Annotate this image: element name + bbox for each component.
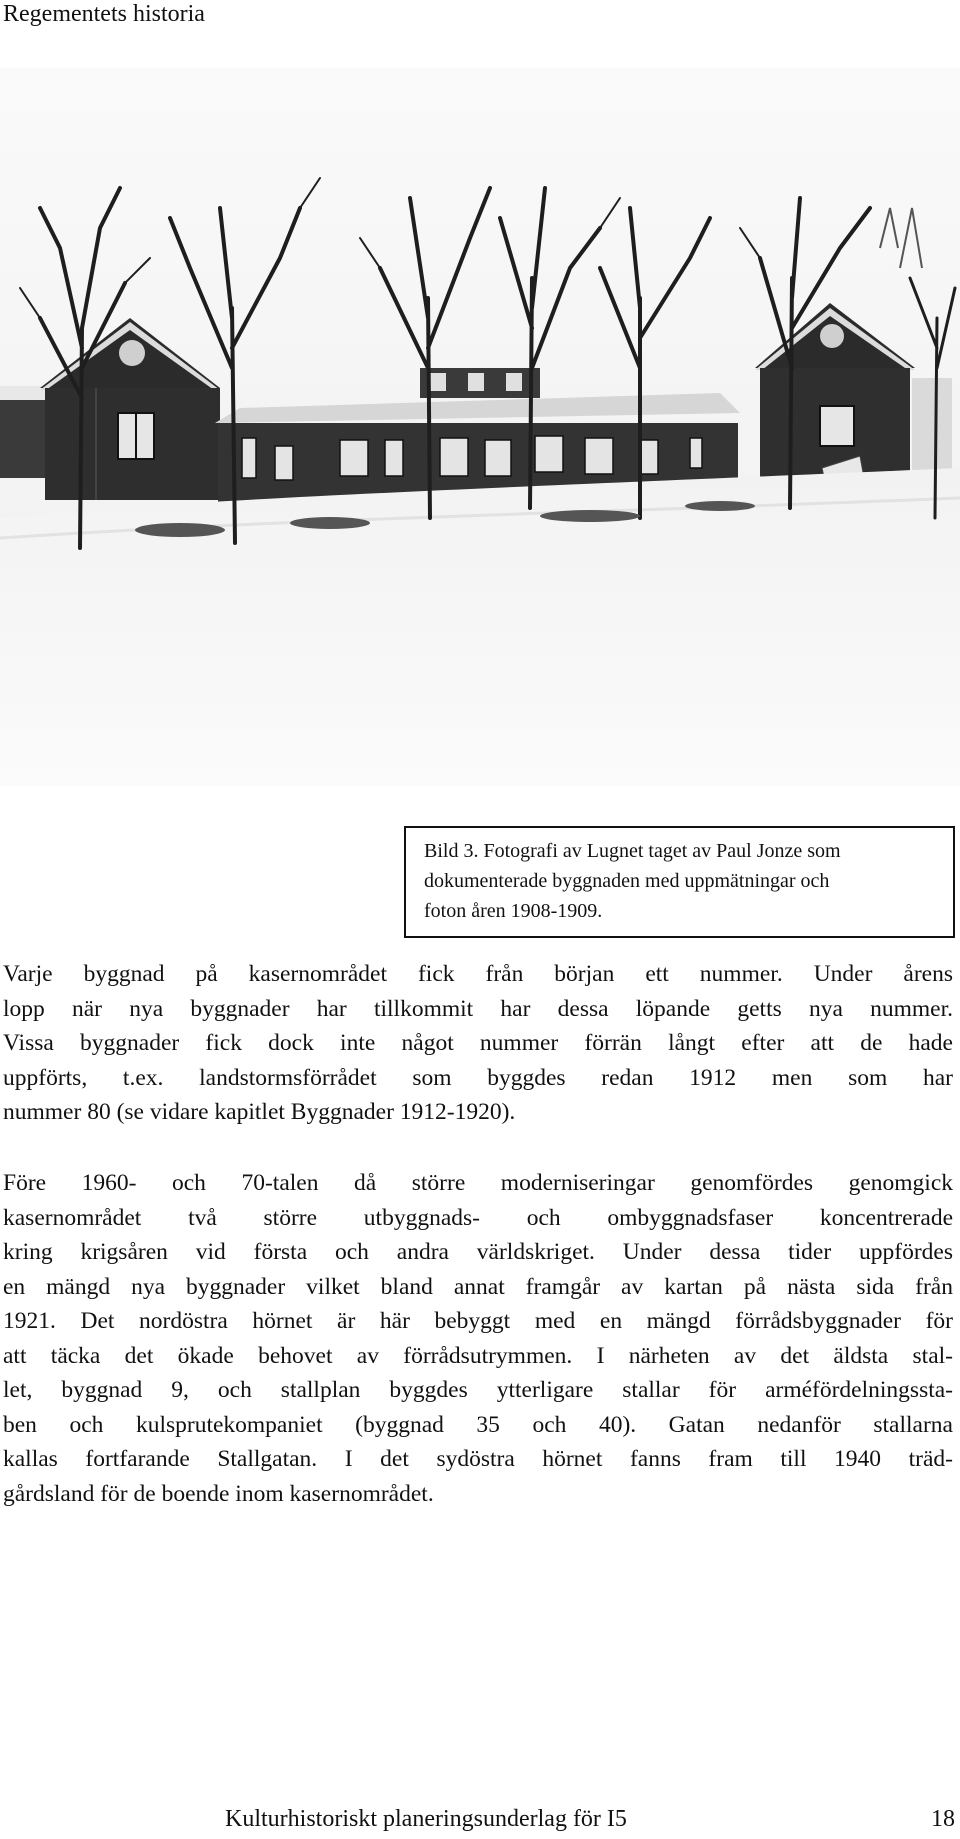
caption-line: Bild 3. Fotografi av Lugnet taget av Paul Jonze som — [424, 840, 841, 862]
page-number: 18 — [931, 1806, 955, 1832]
historical-photo — [0, 68, 960, 786]
text-line: gårdsland för de boende inom kasernområdet. — [3, 1480, 434, 1507]
text-line: uppförts, t.ex. landstormsförrådet som byggdes redan 1912 men som har — [3, 1064, 953, 1091]
running-header: Regementets historia — [3, 1, 205, 27]
body-paragraph-2 — [3, 1166, 953, 1511]
body-paragraph-1 — [3, 957, 953, 1130]
text-line: kasernområdet två större utbyggnads- och ombyggnadsfaser koncentrerade — [3, 1204, 953, 1231]
text-line: lopp när nya byggnader har tillkommit har dessa löpande getts nya nummer. — [3, 995, 953, 1022]
text-line: ben och kulsprutekompaniet (byggnad 35 och 40). Gatan nedanför stallarna — [3, 1411, 953, 1438]
text-line: Vissa byggnader fick dock inte något nummer förrän långt efter att de hade — [3, 1030, 953, 1056]
text-line: en mängd nya byggnader vilket bland annat framgår av kartan på nästa sida från — [3, 1273, 953, 1300]
photo-illustration — [0, 68, 960, 786]
text-line: 1921. Det nordöstra hörnet är här bebyggt med en mängd förrådsbyggnader för — [3, 1308, 953, 1334]
text-line: kring krigsåren vid första och andra världskriget. Under dessa tider uppfördes — [3, 1239, 953, 1265]
text-line: Varje byggnad på kasernområdet fick från början ett nummer. Under årens — [3, 961, 953, 987]
text-line: kallas fortfarande Stallgatan. I det sydöstra hörnet fanns fram till 1940 träd- — [3, 1446, 953, 1472]
text-line: att täcka det ökade behovet av förrådsutrymmen. I närheten av det äldsta stal- — [3, 1342, 953, 1369]
text-line: let, byggnad 9, och stallplan byggdes ytterligare stallar för arméfördelningssta- — [3, 1377, 953, 1403]
text-line: nummer 80 (se vidare kapitlet Byggnader 1912-1920). — [3, 1099, 516, 1125]
figure-caption — [404, 826, 955, 938]
caption-line: foton åren 1908-1909. — [424, 900, 603, 922]
footer-title: Kulturhistoriskt planeringsunderlag för I5 — [225, 1806, 627, 1832]
text-line: Före 1960- och 70-talen då större moderniseringar genomfördes genomgick — [3, 1170, 953, 1196]
caption-line: dokumenterade byggnaden med uppmätningar och — [424, 870, 830, 892]
